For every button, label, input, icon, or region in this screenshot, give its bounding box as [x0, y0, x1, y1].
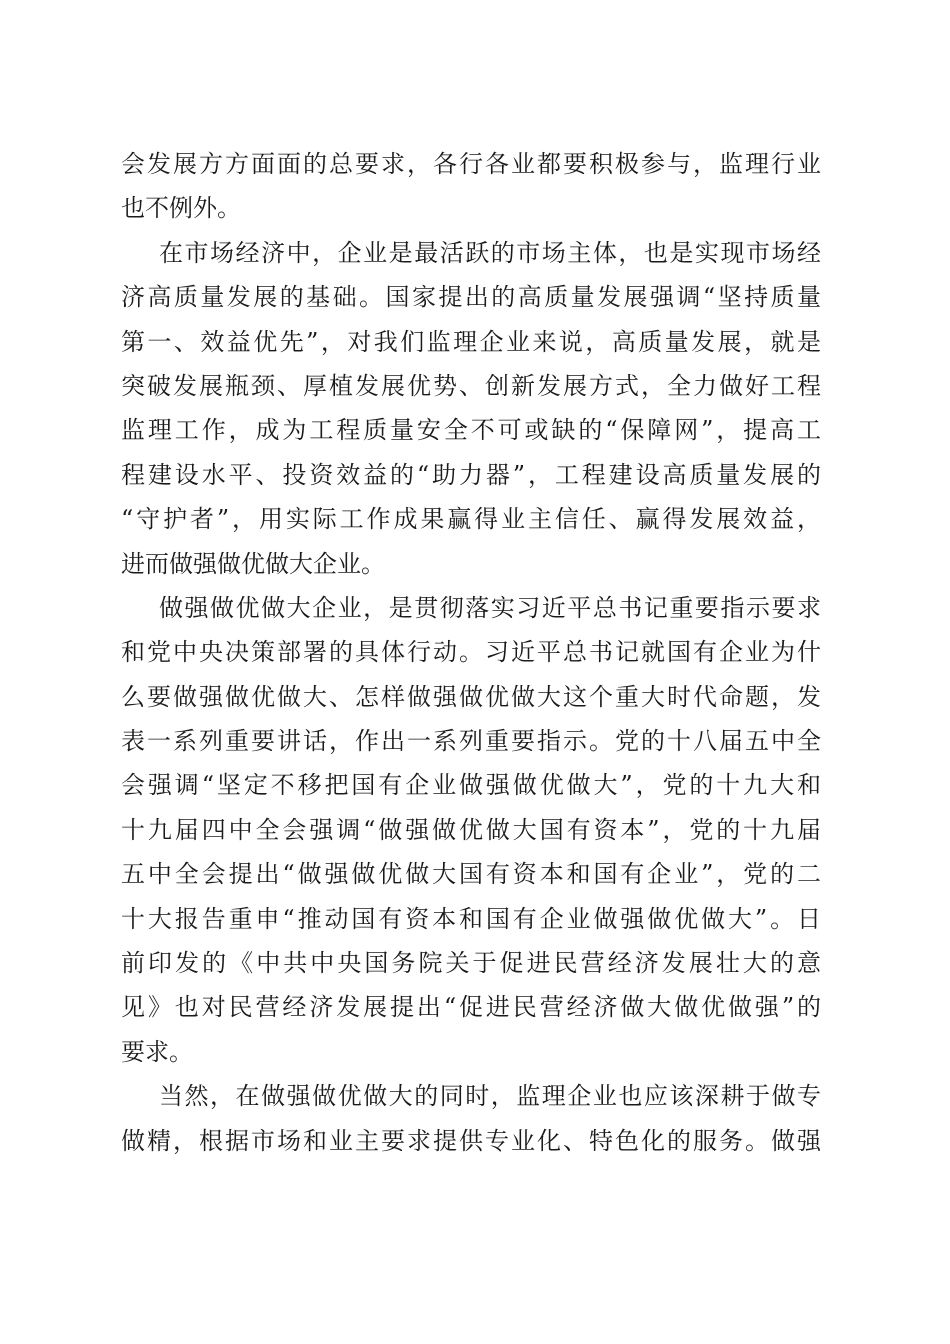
- document-body: [121, 142, 821, 1163]
- text-line: 当然，在做强做优做大的同时，监理企业也应该深耕于做专: [159, 1082, 821, 1111]
- text-line: 进而做强做优做大企业。: [121, 549, 385, 578]
- text-line: 表一系列重要讲话，作出一系列重要指示。党的十八届五中全: [121, 727, 821, 756]
- text-line: 五中全会提出“做强做优做大国有资本和国有企业”，党的二: [121, 860, 821, 889]
- text-line: 见》也对民营经济发展提出“促进民营经济做大做优做强”的: [121, 993, 821, 1022]
- text-line: 会发展方方面面的总要求，各行各业都要积极参与，监理行业: [121, 150, 821, 178]
- text-line: 程建设水平、投资效益的“助力器”，工程建设高质量发展的: [121, 460, 821, 489]
- text-line: 在市场经济中，企业是最活跃的市场主体，也是实现市场经: [159, 238, 821, 267]
- text-line: 突破发展瓶颈、厚植发展优势、创新发展方式，全力做好工程: [121, 371, 821, 400]
- text-line: 和党中央决策部署的具体行动。习近平总书记就国有企业为什: [121, 638, 821, 667]
- text-line: 么要做强做优做大、怎样做强做优做大这个重大时代命题，发: [121, 682, 821, 711]
- text-line: 第一、效益优先”，对我们监理企业来说，高质量发展，就是: [121, 327, 821, 356]
- text-line: 监理工作，成为工程质量安全不可或缺的“保障网”，提高工: [121, 416, 821, 445]
- text-line: 济高质量发展的基础。国家提出的高质量发展强调“坚持质量: [121, 283, 821, 312]
- text-line: 十九届四中全会强调“做强做优做大国有资本”，党的十九届: [121, 815, 821, 844]
- text-line: “守护者”，用实际工作成果赢得业主信任、赢得发展效益，: [121, 505, 821, 534]
- text-line: 做强做优做大企业，是贯彻落实习近平总书记重要指示要求: [159, 593, 821, 622]
- text-line: 前印发的《中共中央国务院关于促进民营经济发展壮大的意: [121, 949, 821, 978]
- text-line: 做精，根据市场和业主要求提供专业化、特色化的服务。做强: [121, 1126, 821, 1155]
- text-line: 要求。: [121, 1037, 193, 1066]
- text-line: 十大报告重申“推动国有资本和国有企业做强做优做大”。日: [121, 904, 821, 933]
- text-line: 也不例外。: [121, 194, 241, 223]
- text-line: 会强调“坚定不移把国有企业做强做优做大”，党的十九大和: [121, 771, 821, 800]
